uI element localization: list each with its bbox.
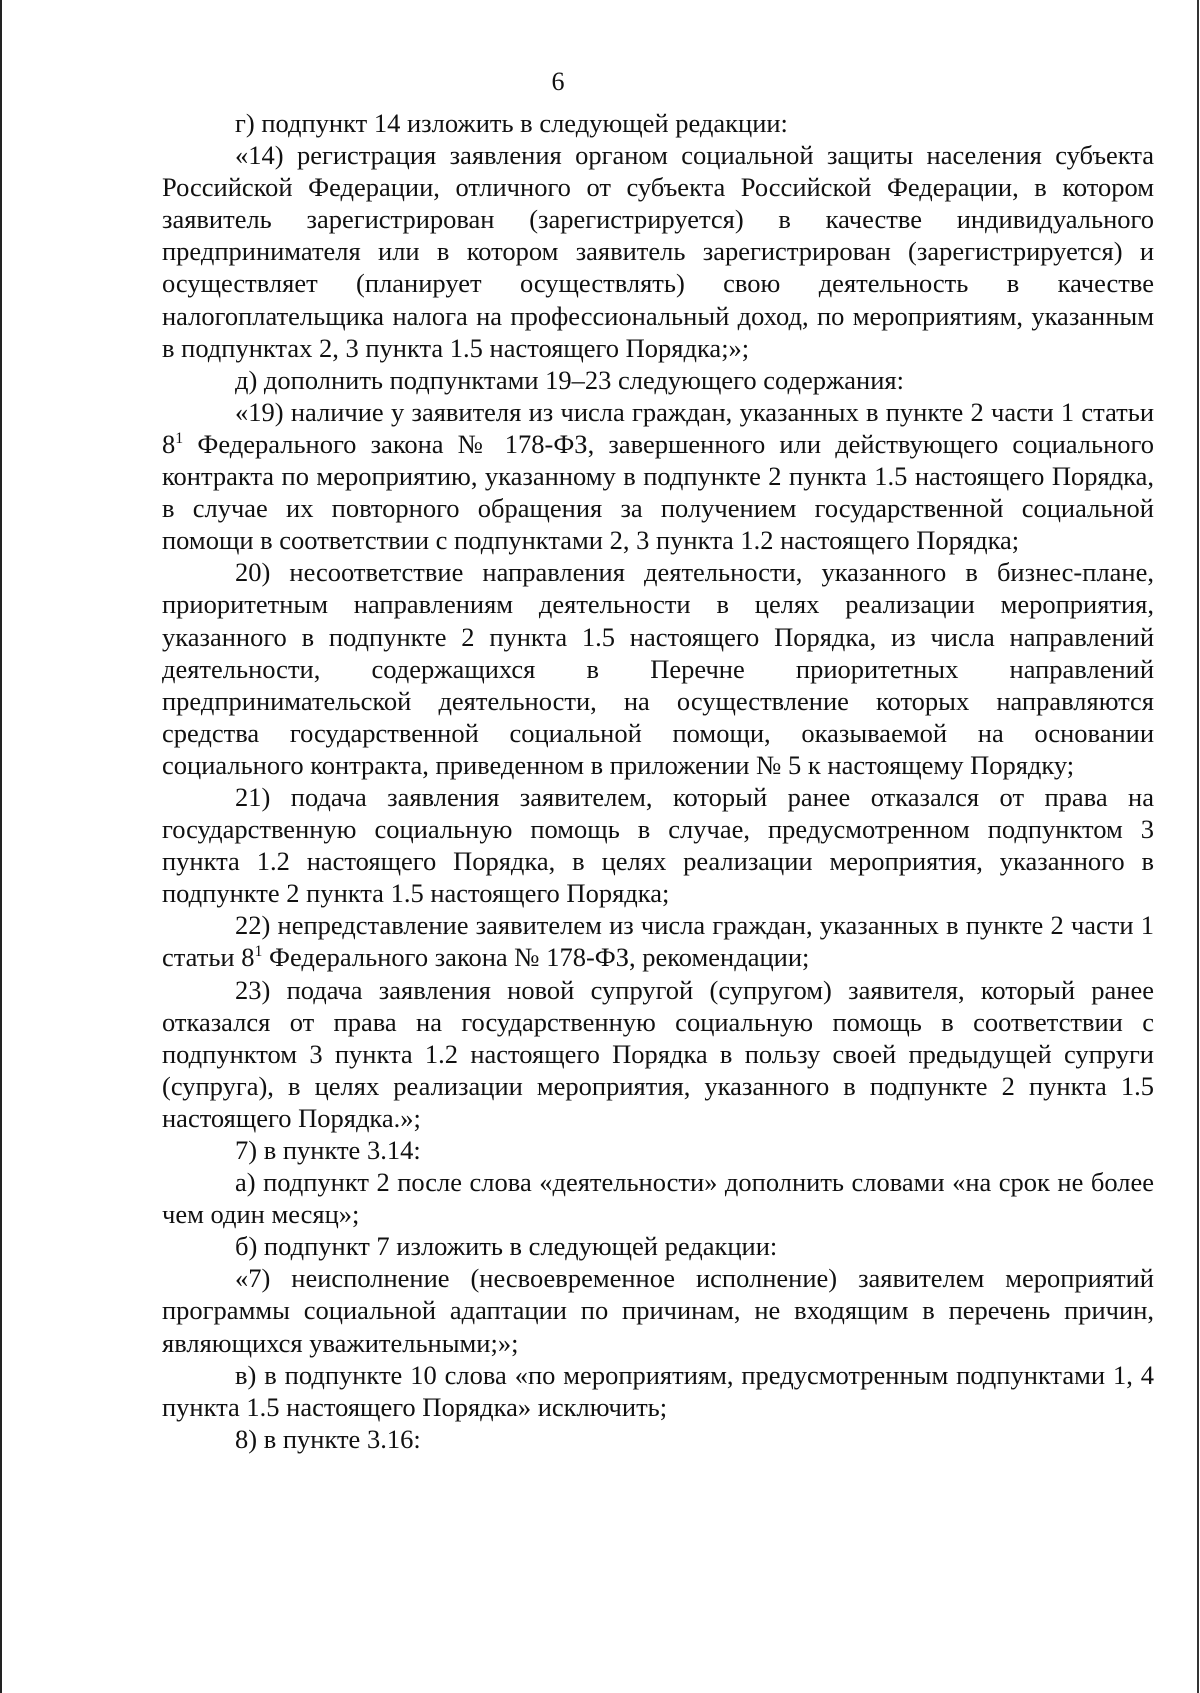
superscript: 1 [254,943,263,961]
paragraph-subpoint-20: 20) несоответствие направления деятельности, указанного в бизнес-плане, приоритетным направлениям деятельности в целях реализации мероприятия, указанного в подпункте 2 пункта 1.5 настоящего Порядка, из числа направлений деятельности, содержащихся в Перечне приоритетных направлений предпринимательской деятельности, на осуществление которых направляются средства государственной социальной помощи, оказываемой на основании социального контракта, приведенном в приложении № 5 к настоящему Порядку; [162,557,1154,780]
document-body [162,107,1154,1455]
page-border-left [0,0,2,1693]
paragraph-text-part: Федерального закона № 178-ФЗ, завершенного или действующего социального контракта по мероприятию, указанному в подпункте 2 пункта 1.5 настоящего Порядка, в случае их повторного обращения за получением государственной социальной помощи в соответствии с подпунктами 2, 3 пункта 1.2 настоящего Порядка; [162,428,1154,556]
paragraph-text-part: Федерального закона № 178-ФЗ, рекомендации; [262,942,810,973]
paragraph-item-b: б) подпункт 7 изложить в следующей редакции: [235,1231,778,1262]
paragraph-subpoint-21: 21) подача заявления заявителем, который ранее отказался от права на государственную социальную помощь в случае, предусмотренном подпунктом 3 пункта 1.2 настоящего Порядка, в целях реализации мероприятия, указанного в подпункте 2 пункта 1.5 настоящего Порядка; [162,781,1154,909]
paragraph-item-7: 7) в пункте 3.14: [235,1135,421,1165]
paragraph-item-g: г) подпункт 14 изложить в следующей редакции: [235,108,788,138]
paragraph-item-v: в) в подпункте 10 слова «по мероприятиям, предусмотренным подпунктами 1, 4 пункта 1.5 настоящего Порядка» исключить; [162,1359,1154,1422]
page-number: 6 [551,67,565,96]
superscript: 1 [175,430,184,448]
paragraph-subpoint-7: «7) неисполнение (несвоевременное исполнение) заявителем мероприятий программы социальной адаптации по причинам, не входящим в перечень причин, являющихся уважительными;»; [162,1263,1154,1358]
paragraph-item-d: д) дополнить подпунктами 19–23 следующего содержания: [235,364,904,395]
page-border-right [1197,0,1199,1693]
paragraph-subpoint-22 [162,909,1154,973]
paragraph-subpoint-19 [162,396,1154,556]
paragraph-subpoint-14: «14) регистрация заявления органом социальной защиты населения субъекта Российской Федерации, отличного от субъекта Российской Федерации, в котором заявитель зарегистрирован (зарегистрируется) в качестве индивидуального предпринимателя или в котором заявитель зарегистрирован (зарегистрируется) и осуществляет (планирует осуществлять) свою деятельность в качестве налогоплательщика налога на профессиональный доход, по мероприятиям, указанным в подпунктах 2, 3 пункта 1.5 настоящего Порядка;»; [162,140,1154,363]
paragraph-text-part: 22) непредставление заявителем из числа граждан, указанных в пункте 2 части 1 статьи 8 [162,910,1154,973]
paragraph-subpoint-23: 23) подача заявления новой супругой (супругом) заявителя, который ранее отказался от права на государственную социальную помощь в соответствии с подпунктом 3 пункта 1.2 настоящего Порядка в пользу своей предыдущей супруги (супруга), в целях реализации мероприятия, указанного в подпункте 2 пункта 1.5 настоящего Порядка.»; [162,974,1154,1133]
paragraph-item-8: 8) в пункте 3.16: [235,1423,421,1454]
paragraph-item-a: а) подпункт 2 после слова «деятельности» дополнить словами «на срок не более чем один месяц»; [162,1167,1154,1230]
paragraph-text-part: «19) наличие у заявителя из числа граждан, указанных в пункте 2 части 1 статьи 8 [162,396,1154,459]
